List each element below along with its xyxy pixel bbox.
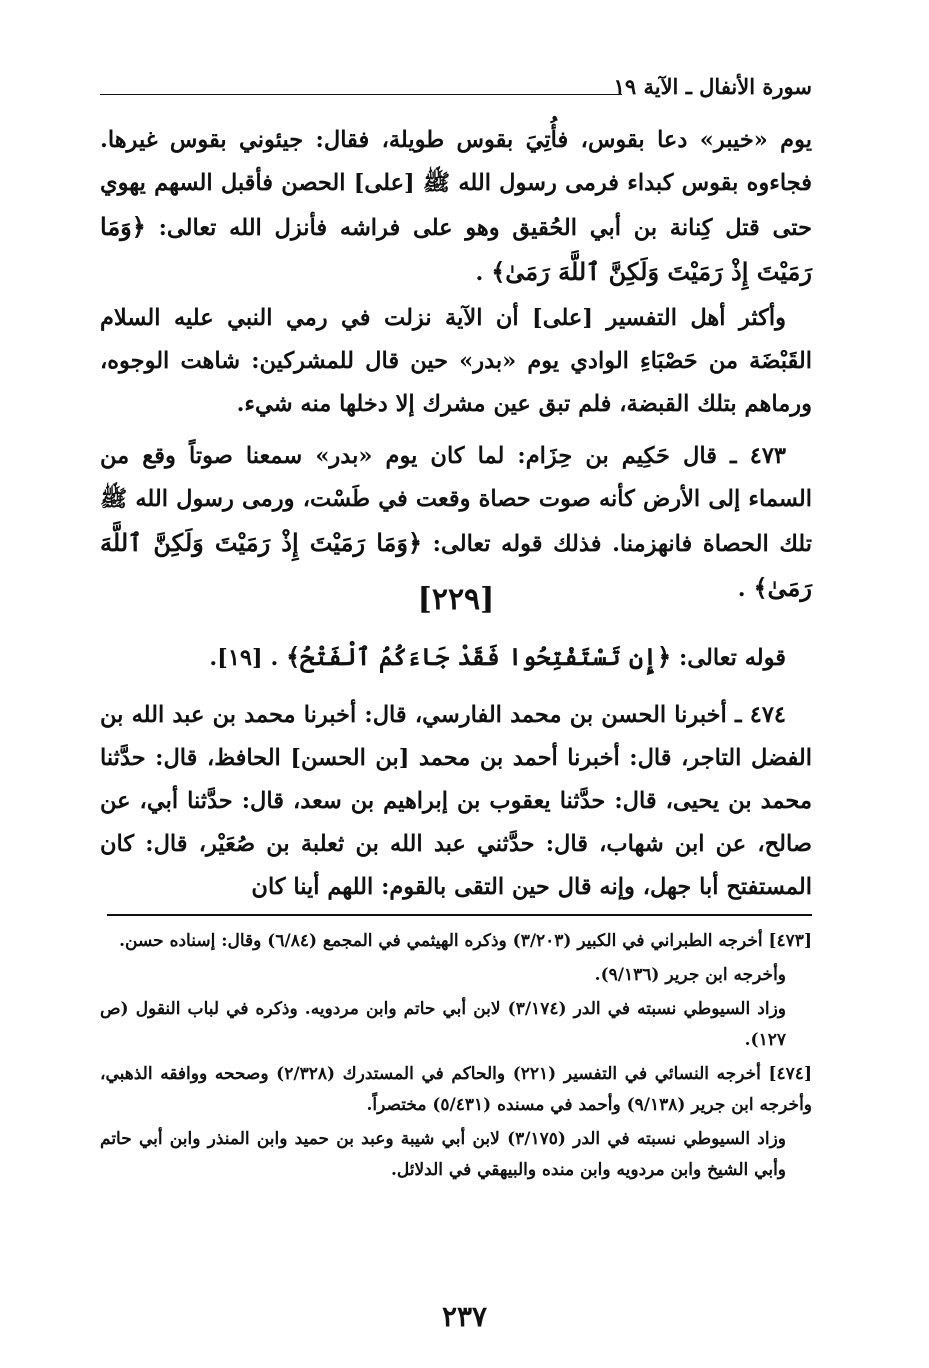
paragraph-1-text: يوم «خيبر» دعا بقوس، فأُتِيَ بقوس طويلة، فقال: جيئوني بقوس غيرها. فجاءوه بقوس كبداء فرمى رسول الله ﷺ [على] الحصن فأقبل السهم يهوي حتى قتل كِنانة بن أبي الحُقيق وهو على فراشه فأنزل الله تعالى:	[100, 127, 812, 241]
footnote-473: [٤٧٣] أخرجه الطبراني في الكبير (٣/٢٠٣) وذكره الهيثمي في المجمع (٦/٨٤) وقال: إسناده حسن.	[119, 931, 812, 951]
paragraph-473-end: .	[737, 576, 746, 602]
header-rule	[100, 94, 622, 95]
page-number: ٢٣٧	[441, 1300, 488, 1333]
footnote-rule	[107, 914, 812, 916]
quran-verse-1: ﴿وَمَا رَمَيْتَ إِذْ رَمَيْتَ وَلَكِنَّ ٱللَّهَ رَمَىٰ﴾	[100, 212, 812, 286]
footnote-473-suyuti: وزاد السيوطي نسبته في الدر (٣/١٧٤) لابن أبي حاتم وابن مردويه. وذكره في لباب النقول (ص ١٢٧).	[100, 999, 786, 1050]
paragraph-1	[100, 119, 812, 295]
paragraph-1-end: .	[475, 260, 484, 286]
quran-verse-3: ﴿إِن تَسْتَفْتِحُوا فَقَدْ جَاءَكُمُ ٱلْفَتْحُ﴾	[286, 642, 672, 671]
running-header	[100, 72, 812, 104]
paragraph-2-text: وأكثر أهل التفسير [على] أن الآية نزلت في رمي النبي عليه السلام القَبْضَة من حَصْبَاءِ الوادي يوم «بدر» حين قال للمشركين: شاهت الوجوه، ورماهم بتلك القبضة، فلم تبق عين مشرك إلا دخلها منه شيء.	[100, 305, 812, 417]
footnotes	[100, 926, 812, 1189]
paragraph-474	[100, 694, 812, 909]
verse-heading-lead: قوله تعالى:	[678, 645, 786, 671]
verse-heading	[100, 635, 812, 680]
verse-heading-end: . [١٩].	[209, 645, 279, 671]
footnote-474: [٤٧٤] أخرجه النسائي في التفسير (٢٢١) والحاكم في المستدرك (٢/٣٢٨) وصححه ووافقه الذهبي، وأخرجه ابن جرير (٩/١٣٨) وأحمد في مسنده (٥/٤٣١) مختصراً.	[100, 1064, 812, 1115]
footnote-473-ibn-jarir: وأخرجه ابن جرير (٩/١٣٦).	[594, 965, 786, 985]
header-title: سورة الأنفال ـ الآية ١٩	[613, 74, 812, 99]
paragraph-2	[100, 297, 812, 426]
quran-verse-2: ﴿وَمَا رَمَيْتَ إِذْ رَمَيْتَ وَلَكِنَّ ٱللَّهَ رَمَىٰ﴾	[100, 528, 812, 602]
paragraph-473-text: ٤٧٣ ـ قال حَكِيم بن حِزَام: لما كان يوم «بدر» سمعنا صوتاً وقع من السماء إلى الأرض كأنه صوت حصاة وقعت في طَسْت، ورمى رسول الله ﷺ تلك الحصاة فانهزمنا. فذلك قوله تعالى:	[100, 443, 812, 557]
section-number: [٢٢٩]	[417, 582, 495, 617]
footnote-474-suyuti: وزاد السيوطي نسبته في الدر (٣/١٧٥) لابن أبي شيبة وعبد بن حميد وابن المنذر وابن أبي حاتم وأبي الشيخ وابن مردويه وابن منده والبيهقي في الدلائل.	[100, 1129, 786, 1180]
paragraph-474-text: ٤٧٤ ـ أخبرنا الحسن بن محمد الفارسي، قال: أخبرنا محمد بن عبد الله بن الفضل التاجر، قال: أخبرنا أحمد بن محمد [بن الحسن] الحافظ، قال: حدَّثنا محمد بن يحيى، قال: حدَّثنا يعقوب بن إبراهيم بن سعد، قال: حدَّثنا أبي، عن صالح، عن ابن شهاب، قال: حدَّثني عبد الله بن ثعلبة بن صُعَيْر، قال: كان المستفتح أبا جهل، وإنه قال حين التقى بالقوم: اللهم أينا كان	[100, 702, 812, 900]
